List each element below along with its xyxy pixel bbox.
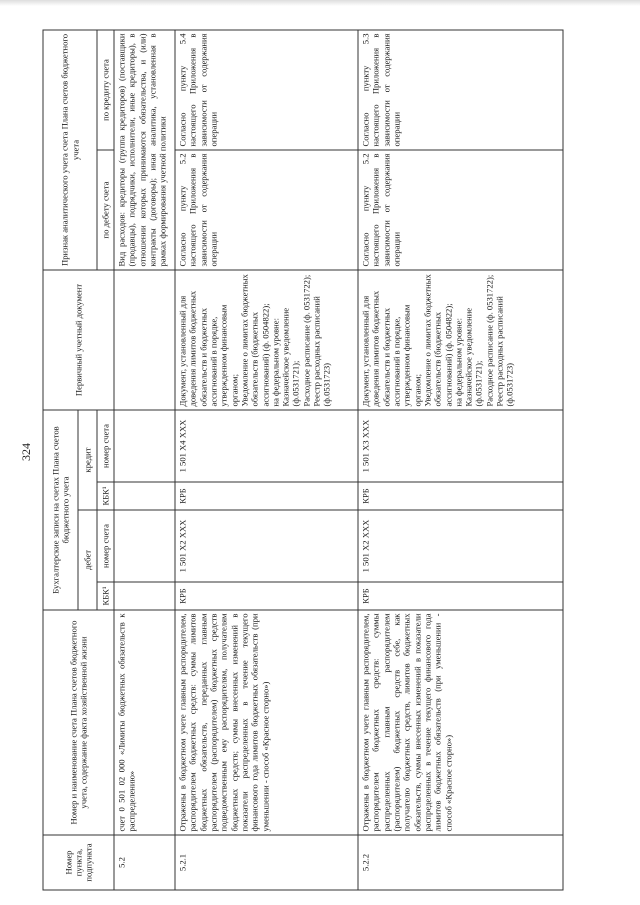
debit-kbk: КРБ [175,582,358,610]
credit-kbk: КРБ [358,482,563,510]
header-debit: дебет [78,510,97,610]
header-debit-account: номер счета [97,510,114,582]
header-debit-kbk: КБК¹ [97,582,114,610]
header-by-credit: по кредиту счета [97,30,114,150]
credit-account [114,410,175,482]
analytics-credit: Согласно пункту 5.3 настоящего Приложения в зависимости от содержания операции [358,30,563,150]
analytics-credit: Согласно пункту 5.4 настоящего Приложения в зависимости от содержания операции [175,30,358,150]
debit-kbk [114,582,175,610]
analytics-debit: Согласно пункту 5.2 настоящего Приложения в зависимости от содержания операции [175,150,358,270]
credit-kbk [114,482,175,510]
accounting-table [43,30,564,891]
row-content: Отражены в бюджетном учете главным распорядителем, распорядителем бюджетных средств: суммы лимитов бюджетных обязательств, переданных главным распорядителем (распорядителем) бюджетных средств подведомственным ему распорядителям, получателям бюджетных средств; суммы внесенных изменений в показатели распределенных в течение текущего финансового года лимитов бюджетных обязательств (при уменьшении - способ «Красное сторно») [175,610,358,835]
row-content: счет 0 501 02 000 «Лимиты бюджетных обязательств к распределению» [114,610,175,835]
scan-edge [0,0,640,6]
header-credit: кредит [78,410,97,510]
header-num: Номер пункта, подпункта [43,835,114,890]
credit-kbk: КРБ [175,482,358,510]
analytics-debit: Вид расходов: кредиторы (группа кредиторов) (поставщики (продавцы), подрядчики, исполнители, иные кредиторы), в отношении которых принимаются обязательства, и (или) контракты (договоры); иная аналитика, установленная в рамках формирования учетной политики [114,30,175,270]
header-by-debit: по дебету счета [97,150,114,270]
header-entries: Бухгалтерские записи на счетах Плана счетов бюджетного учета [43,410,78,610]
credit-account: 1 501 X4 XXX [175,410,358,482]
row-number: 5.2 [114,835,175,890]
debit-account [114,510,175,582]
debit-account: 1 501 X2 XXX [175,510,358,582]
header-document: Первичный учетный документ [43,270,114,410]
row-number: 5.2.1 [175,835,358,890]
header-account: Номер и наименование счета Плана счетов бюджетного учета, содержание факта хозяйственной жизни [43,610,114,835]
primary-document: Документ, установленный для доведения лимитов бюджетных обязательств и бюджетных ассигнований в порядке, утвержденном финансовым органом; Уведомление о лимитах бюджетных обязательств (бюджетных ассигнований) (ф. 0504822); на федеральном уровне: Казначейское уведомление (ф.0531721); Расходное расписание (ф. 0531722); Реестр расходных расписаний (ф.0531723) [175,270,358,410]
ledger-sheet [43,31,598,891]
header-credit-kbk: КБК¹ [97,482,114,510]
debit-kbk: КРБ [358,582,563,610]
primary-document [114,270,175,410]
row-content: Отражены в бюджетном учете главным распорядителем, распорядителем бюджетных средств: суммы распределенных главным распорядителем (распорядителем) бюджетных средств себе, как получателю бюджетных средств, лимитов бюджетных обязательств, суммы внесенных изменений в показатели распределенных в течение текущего финансового года лимитов бюджетных обязательств (при уменьшении - способ «Красное сторно») [358,610,563,835]
credit-account: 1 501 X3 XXX [358,410,563,482]
header-row [43,30,78,890]
primary-document: Документ, установленный для доведения лимитов бюджетных обязательств и бюджетных ассигнований в порядке, утвержденном финансовым органом; Уведомление о лимитах бюджетных обязательств (бюджетных ассигнований) (ф. 0504822); на федеральном уровне: Казначейское уведомление (ф.0531721); Расходное расписание (ф. 0531722); Реестр расходных расписаний (ф.0531723) [358,270,563,410]
header-analytics: Признак аналитического учета счета Плана счетов бюджетного учета [43,30,97,270]
debit-account: 1 501 X2 XXX [358,510,563,582]
table-row [358,30,563,890]
row-number: 5.2.2 [358,835,563,890]
page-number: 324 [19,443,33,461]
analytics-debit: Согласно пункту 5.2 настоящего Приложения в зависимости от содержания операции [358,150,563,270]
table-row [114,30,175,890]
header-credit-account: номер счета [97,410,114,482]
table-row [175,30,358,890]
